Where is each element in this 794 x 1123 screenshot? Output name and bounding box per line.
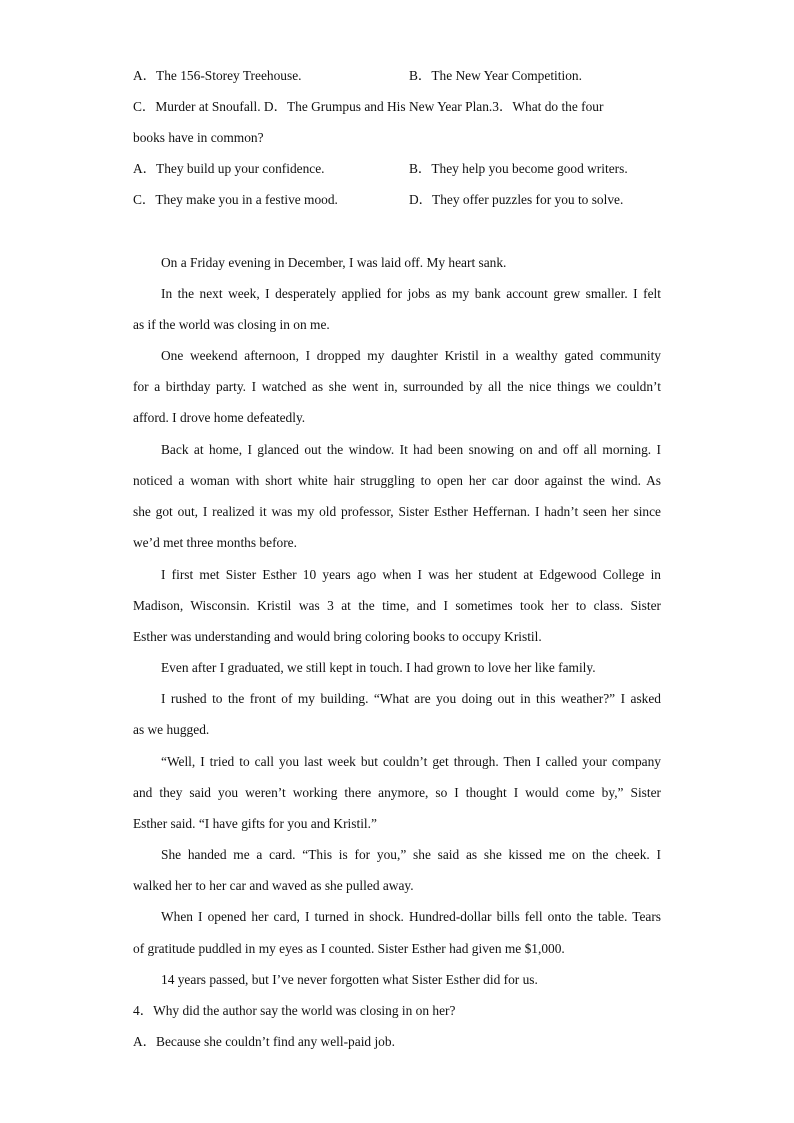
passage-line: walked her to her car and waved as she pulled away.	[133, 878, 414, 893]
passage-line: “Well, I tried to call you last week but couldn’t get through. Then I called your company	[161, 754, 661, 769]
passage-line: Back at home, I glanced out the window. It had been snowing on and off all morning. I	[161, 442, 661, 457]
passage-line: On a Friday evening in December, I was laid off. My heart sank.	[161, 255, 507, 270]
q3-stem-continued: books have in common?	[133, 130, 264, 145]
q2-option-a: A．The 156-Storey Treehouse.	[133, 68, 302, 83]
passage-line: Esther said. “I have gifts for you and Kristil.”	[133, 816, 377, 831]
passage-line: she got out, I realized it was my old professor, Sister Esther Heffernan. I hadn’t seen her since	[133, 504, 661, 519]
passage-line: One weekend afternoon, I dropped my daughter Kristil in a wealthy gated community	[161, 348, 661, 363]
passage-line: Even after I graduated, we still kept in touch. I had grown to love her like family.	[161, 660, 596, 675]
q2-option-b: B．The New Year Competition.	[409, 68, 582, 83]
passage-line: Esther was understanding and would bring coloring books to occupy Kristil.	[133, 629, 542, 644]
passage-line: afford. I drove home defeatedly.	[133, 410, 306, 425]
q3-option-b: B．They help you become good writers.	[409, 161, 628, 176]
passage-line: Madison, Wisconsin. Kristil was 3 at the time, and I sometimes took her to class. Sister	[133, 598, 661, 613]
passage-line: I first met Sister Esther 10 years ago when I was her student at Edgewood College in	[161, 567, 661, 582]
passage-line: I rushed to the front of my building. “What are you doing out in this weather?” I asked	[161, 691, 661, 706]
passage-line: 14 years passed, but I’ve never forgotten what Sister Esther did for us.	[161, 972, 538, 987]
q3-option-c: C．They make you in a festive mood.	[133, 192, 338, 207]
q3-option-d: D．They offer puzzles for you to solve.	[409, 192, 624, 207]
q4-stem: 4．Why did the author say the world was closing in on her?	[133, 1003, 456, 1018]
q4-option-a: A．Because she couldn’t find any well-paid job.	[133, 1034, 395, 1049]
passage-line: In the next week, I desperately applied for jobs as my bank account grew smaller. I felt	[161, 286, 661, 301]
passage-line: When I opened her card, I turned in shock. Hundred-dollar bills fell onto the table. Tears	[161, 909, 661, 924]
passage-line: of gratitude puddled in my eyes as I counted. Sister Esther had given me $1,000.	[133, 941, 565, 956]
q2-options-cd-line: C．Murder at Snoufall. D．The Grumpus and His New Year Plan.3．What do the four	[133, 99, 604, 114]
passage-line: She handed me a card. “This is for you,” she said as she kissed me on the cheek. I	[161, 847, 661, 862]
passage-line: we’d met three months before.	[133, 535, 297, 550]
passage-line: as we hugged.	[133, 722, 210, 737]
passage-line: for a birthday party. I watched as she went in, surrounded by all the nice things we couldn’t	[133, 379, 661, 394]
passage-line: noticed a woman with short white hair struggling to open her car door against the wind. As	[133, 473, 661, 488]
q3-option-a: A．They build up your confidence.	[133, 161, 325, 176]
passage-line: and they said you weren’t working there anymore, so I thought I would come by,” Sister	[133, 785, 661, 800]
passage-line: as if the world was closing in on me.	[133, 317, 330, 332]
